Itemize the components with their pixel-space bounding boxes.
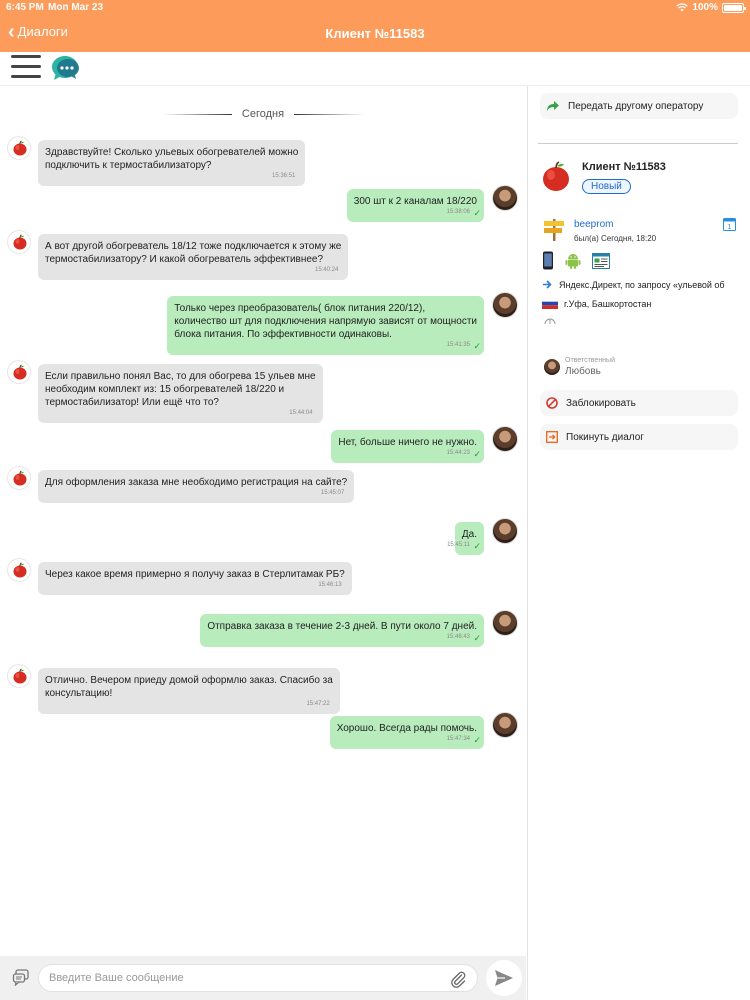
browser-window-icon: [592, 253, 610, 269]
transfer-label: Передать другому оператору: [568, 100, 704, 112]
block-icon: [546, 397, 558, 409]
client-avatar: [7, 360, 31, 384]
message-timestamp: 15:47:34: [446, 736, 470, 742]
client-panel: [527, 86, 750, 1000]
chat-area[interactable]: [0, 86, 526, 956]
operator-avatar: [492, 292, 518, 318]
read-checkmark-icon: ✓: [473, 341, 481, 351]
read-checkmark-icon: ✓: [473, 633, 481, 643]
message-text-line: Для оформления заказа мне необходимо регистрация на сайте?: [45, 477, 348, 488]
incoming-message[interactable]: [38, 470, 354, 503]
incoming-message[interactable]: [38, 140, 305, 186]
outgoing-message[interactable]: [167, 296, 484, 355]
message-input-placeholder: Введите Ваше сообщение: [49, 972, 184, 984]
message-timestamp: 15:46:43: [446, 634, 470, 640]
client-location: г.Уфа, Башкортостан: [564, 298, 652, 309]
date-divider-label: Сегодня: [241, 108, 285, 120]
quick-replies-icon[interactable]: [12, 968, 30, 986]
message-text-line: термостабилизатор! Или ещё что то?: [45, 397, 219, 408]
message-text-line: подключить к термостабилизатору?: [45, 160, 212, 171]
message-timestamp: 15:46:13: [318, 582, 342, 588]
page-title: Клиент №11583: [325, 26, 425, 41]
battery-percent: 100%: [692, 2, 718, 13]
message-text-line: Нет, больше ничего не нужно.: [338, 437, 477, 448]
apple-icon: [12, 668, 28, 684]
responsible-caption: Ответственный: [565, 357, 615, 364]
message-timestamp: 15:45:11: [447, 542, 470, 548]
last-seen: был(а) Сегодня, 18:20: [574, 234, 657, 243]
panel-divider: [538, 143, 738, 144]
battery-level: [724, 5, 742, 11]
status-right: [676, 2, 744, 13]
message-text-line: Здравствуйте! Сколько ульевых обогревателей можно: [45, 147, 299, 158]
menu-icon[interactable]: [11, 55, 41, 79]
client-avatar: [7, 230, 31, 254]
message-text-line: Отправка заказа в течение 2-3 дней. В пути около 7 дней.: [207, 621, 477, 632]
source-row: [542, 279, 725, 290]
message-timestamp: 15:47:22: [306, 701, 330, 707]
message-timestamp: 15:45:07: [320, 490, 345, 496]
leave-label: Покинуть диалог: [566, 431, 644, 443]
paperclip-icon[interactable]: [449, 970, 467, 988]
operator-avatar: [492, 610, 518, 636]
message-timestamp: 15:44:04: [289, 410, 313, 416]
message-text-line: 300 шт к 2 каналам 18/220: [353, 196, 477, 207]
svg-text:1: 1: [727, 224, 732, 231]
message-timestamp: 15:44:23: [446, 450, 470, 456]
block-button[interactable]: [540, 390, 738, 416]
message-text-line: Да.: [461, 529, 477, 540]
outgoing-message[interactable]: [200, 614, 484, 647]
status-date: Mon Mar 23: [48, 2, 104, 13]
chevron-left-icon: ‹: [8, 20, 15, 43]
device-icons: [542, 251, 610, 270]
location-row: [542, 298, 651, 309]
client-avatar: [7, 558, 31, 582]
block-label: Заблокировать: [566, 397, 636, 409]
outgoing-message[interactable]: [330, 716, 484, 749]
message-text-line: блока питания. По эффективности одинаковы.: [174, 329, 392, 340]
top-bar: [0, 0, 750, 52]
message-text-line: Через какое время примерно я получу заказ в Стерлитамак РБ?: [45, 569, 345, 580]
incoming-message[interactable]: [38, 562, 352, 595]
message-text-line: Хорошо. Всегда рады помочь.: [336, 723, 477, 734]
responsible-name[interactable]: Любовь: [565, 366, 601, 377]
back-label: Диалоги: [17, 24, 68, 39]
transfer-button[interactable]: [540, 93, 738, 119]
client-avatar: [7, 466, 31, 490]
read-checkmark-icon: ✓: [473, 449, 481, 459]
incoming-message[interactable]: [38, 234, 348, 280]
send-button[interactable]: [486, 960, 522, 996]
client-avatar: [7, 664, 31, 688]
message-text-line: Отлично. Вечером приеду домой оформлю заказ. Спасибо за: [45, 675, 333, 686]
message-text-line: необходим комплект из: 15 обогревателей 18/220 и: [45, 384, 285, 395]
chat-bubble-icon[interactable]: [51, 54, 81, 87]
russia-flag-icon: [542, 298, 558, 309]
send-icon: [494, 969, 514, 987]
date-divider: [0, 108, 526, 120]
battery-icon: [722, 3, 744, 13]
outgoing-message[interactable]: [447, 522, 484, 555]
toolbar: [0, 52, 750, 86]
apple-icon: [12, 234, 28, 250]
wifi-icon: [676, 3, 688, 12]
status-bar: [0, 0, 750, 16]
message-text-line: термостабилизатору? И какой обогреватель эффективнее?: [45, 254, 324, 265]
client-name: Клиент №11583: [582, 161, 666, 173]
message-input[interactable]: [38, 964, 478, 992]
responsible-avatar: [544, 359, 560, 375]
traffic-source: Яндекс.Директ, по запросу «ульевой об: [559, 279, 725, 290]
message-timestamp: 15:36:51: [272, 173, 296, 179]
message-timestamp: 15:38:06: [446, 209, 470, 215]
read-checkmark-icon: ✓: [473, 541, 481, 551]
incoming-message[interactable]: [38, 668, 340, 714]
read-checkmark-icon: ✓: [473, 735, 481, 745]
status-badge: Новый: [582, 179, 631, 194]
source-arrow-icon: [542, 279, 553, 290]
apple-icon: [12, 562, 28, 578]
message-text-line: количество шт для подключения напрямую зависят от мощности: [174, 316, 477, 327]
outgoing-message[interactable]: [347, 189, 484, 222]
site-link[interactable]: beeprom: [574, 219, 614, 230]
forward-arrow-icon: [546, 100, 560, 112]
message-text-line: Если правильно понял Вас, то для обогрева 15 ульев мне: [45, 371, 316, 382]
apple-icon: [12, 470, 28, 486]
calendar-icon[interactable]: [723, 217, 736, 231]
mobile-phone-icon: [542, 251, 554, 270]
operator-avatar: [492, 712, 518, 738]
message-timestamp: 15:40:24: [315, 267, 339, 273]
message-text-line: консультацию!: [45, 688, 113, 699]
operator-avatar: [492, 426, 518, 452]
website-signpost-icon: [542, 216, 566, 242]
apple-icon: [12, 364, 28, 380]
message-timestamp: 15:41:35: [446, 342, 470, 348]
input-bar: [0, 956, 526, 1000]
android-icon: [564, 252, 582, 270]
incoming-message[interactable]: [38, 364, 323, 423]
message-text-line: Только через преобразователь( блок питания 220/12),: [174, 303, 426, 314]
operator-avatar: [492, 518, 518, 544]
client-avatar: [7, 136, 31, 160]
exit-icon: [546, 431, 558, 443]
apple-icon: [12, 140, 28, 156]
operator-avatar: [492, 185, 518, 211]
status-time: 6:45 PM: [6, 2, 44, 13]
message-text-line: А вот другой обогреватель 18/12 тоже подключается к этому же: [45, 241, 342, 252]
ip-address-icon: [544, 318, 556, 324]
outgoing-message[interactable]: [331, 430, 484, 463]
read-checkmark-icon: ✓: [473, 208, 481, 218]
client-avatar-apple-icon: [540, 160, 572, 192]
leave-dialog-button[interactable]: [540, 424, 738, 450]
